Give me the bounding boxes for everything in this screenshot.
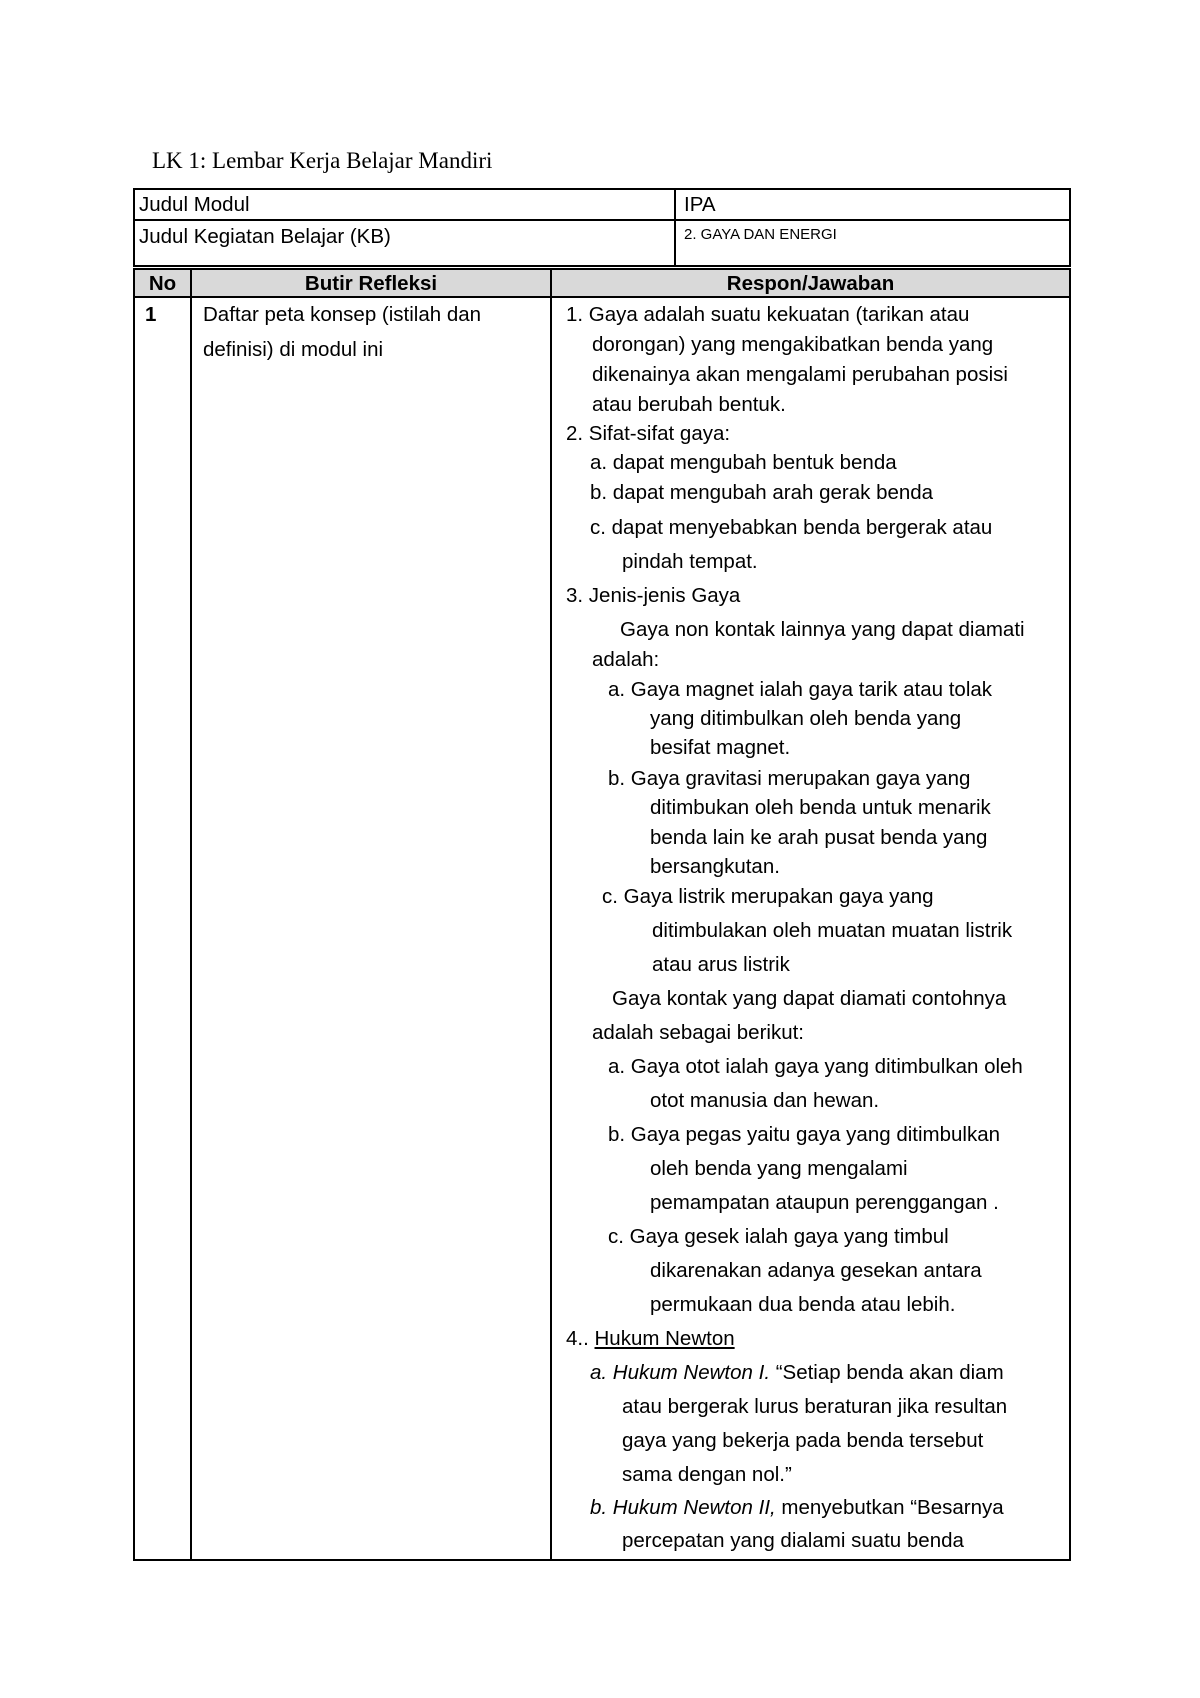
butir-refleksi-line-2: definisi) di modul ini	[203, 338, 384, 361]
response-line: c. Gaya listrik merupakan gaya yang	[602, 885, 934, 908]
response-line: otot manusia dan hewan.	[650, 1089, 880, 1112]
response-line: benda lain ke arah pusat benda yang	[650, 826, 988, 849]
response-line: dikenainya akan mengalami perubahan posisi	[592, 363, 1008, 386]
info-table-col-divider	[674, 188, 676, 267]
response-line: a. Gaya magnet ialah gaya tarik atau tolak	[608, 678, 993, 701]
newton-law-2-title: b. Hukum Newton II,	[590, 1496, 776, 1519]
response-line: a. Gaya otot ialah gaya yang ditimbulkan oleh	[608, 1055, 1023, 1078]
response-line: 1. Gaya adalah suatu kekuatan (tarikan atau	[566, 303, 970, 326]
response-line: percepatan yang dialami suatu benda	[622, 1529, 964, 1552]
info-table-row-divider	[133, 219, 1071, 221]
newton-law-1-line	[590, 1363, 1004, 1384]
response-line: atau bergerak lurus beraturan jika resultan	[622, 1395, 1008, 1418]
header-no: No	[148, 272, 177, 295]
response-line: atau arus listrik	[652, 953, 790, 976]
response-line: ditimbukan oleh benda untuk menarik	[650, 796, 991, 819]
response-line: Gaya kontak yang dapat diamati contohnya	[612, 987, 1007, 1010]
response-line: permukaan dua benda atau lebih.	[650, 1293, 956, 1316]
response-line: besifat magnet.	[650, 736, 791, 759]
newton-heading-prefix: 4..	[566, 1327, 595, 1350]
info-label-judul-kb: Judul Kegiatan Belajar (KB)	[139, 225, 391, 248]
response-line: adalah sebagai berikut:	[592, 1021, 804, 1044]
newton-law-2-line	[590, 1498, 1004, 1519]
newton-law-2-text: menyebutkan “Besarnya	[775, 1496, 1004, 1519]
newton-heading: Hukum Newton	[594, 1327, 735, 1350]
document-title: LK 1: Lembar Kerja Belajar Mandiri	[152, 148, 493, 173]
butir-refleksi-line-1: Daftar peta konsep (istilah dan	[203, 303, 482, 326]
info-label-judul-modul: Judul Modul	[139, 193, 250, 216]
row-number: 1	[145, 303, 157, 326]
response-line: gaya yang bekerja pada benda tersebut	[622, 1429, 984, 1452]
main-table-col-divider-2	[550, 268, 552, 1561]
main-table-col-divider-1	[190, 268, 192, 1561]
header-respon-jawaban: Respon/Jawaban	[726, 272, 895, 295]
info-value-ipa: IPA	[684, 193, 716, 216]
response-line: b. dapat mengubah arah gerak benda	[590, 481, 934, 504]
response-line: pemampatan ataupun perenggangan .	[650, 1191, 999, 1214]
response-line: c. Gaya gesek ialah gaya yang timbul	[608, 1225, 949, 1248]
response-line: sama dengan nol.”	[622, 1463, 792, 1486]
response-line: c. dapat menyebabkan benda bergerak atau	[590, 516, 993, 539]
newton-heading-line	[566, 1329, 735, 1350]
response-line: yang ditimbulkan oleh benda yang	[650, 707, 962, 730]
response-line: b. Gaya pegas yaitu gaya yang ditimbulkan	[608, 1123, 1001, 1146]
response-line: 2. Sifat-sifat gaya:	[566, 422, 731, 445]
response-line: Gaya non kontak lainnya yang dapat diamati	[620, 618, 1025, 641]
response-line: dikarenakan adanya gesekan antara	[650, 1259, 982, 1282]
response-line: adalah:	[592, 648, 660, 671]
response-line: pindah tempat.	[622, 550, 758, 573]
newton-law-1-text: “Setiap benda akan diam	[770, 1361, 1004, 1384]
main-table-header-divider	[133, 296, 1071, 298]
newton-law-1-title: a. Hukum Newton I.	[590, 1361, 771, 1384]
response-line: 3. Jenis-jenis Gaya	[566, 584, 741, 607]
response-line: b. Gaya gravitasi merupakan gaya yang	[608, 767, 971, 790]
header-butir-refleksi: Butir Refleksi	[304, 272, 438, 295]
response-line: bersangkutan.	[650, 855, 780, 878]
response-line: atau berubah bentuk.	[592, 393, 786, 416]
response-line: oleh benda yang mengalami	[650, 1157, 908, 1180]
response-line: ditimbulakan oleh muatan muatan listrik	[652, 919, 1013, 942]
info-value-kb: 2. GAYA DAN ENERGI	[684, 226, 837, 243]
response-line: dorongan) yang mengakibatkan benda yang	[592, 333, 994, 356]
response-line: a. dapat mengubah bentuk benda	[590, 451, 897, 474]
